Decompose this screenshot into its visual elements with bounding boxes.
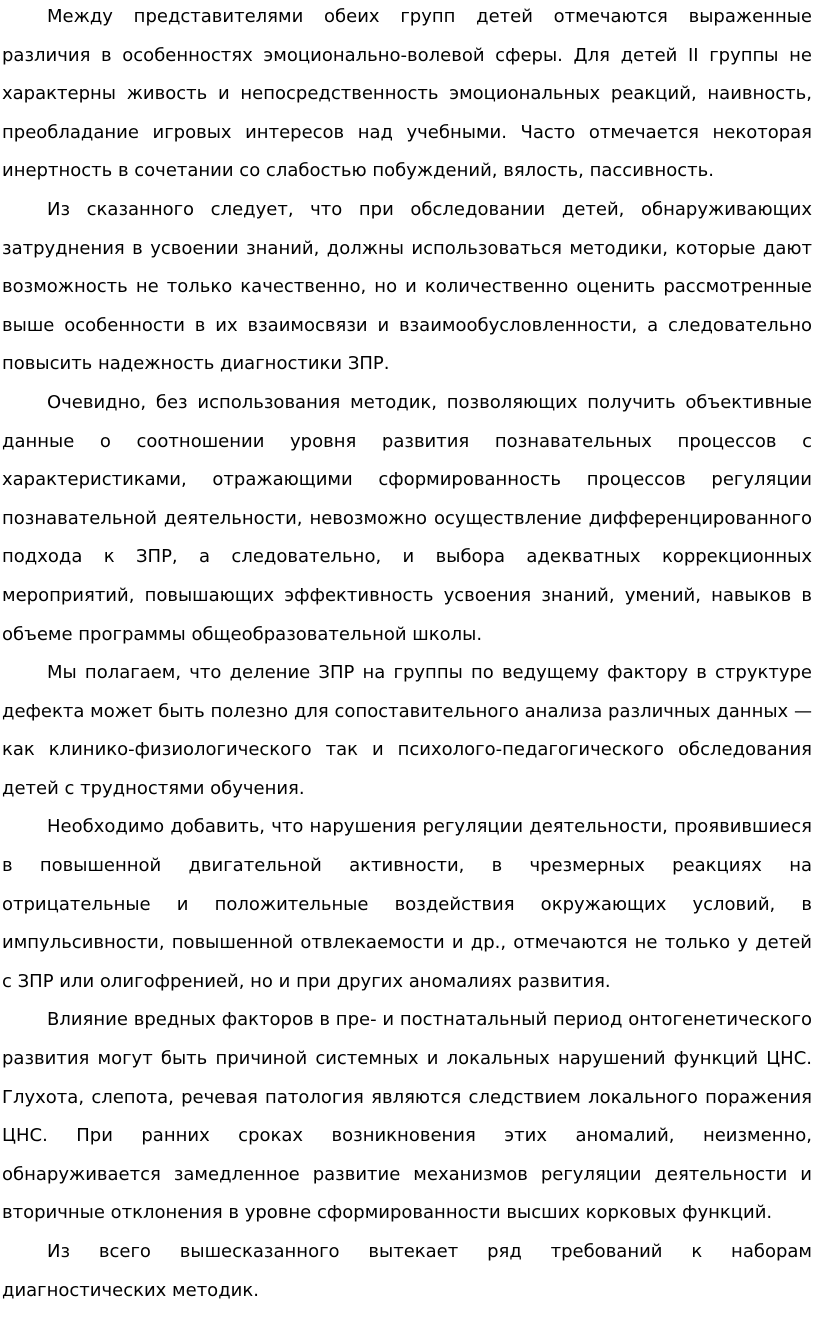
paragraph-emotional-differences: Между представителями обеих групп детей отмечаются выраженные различия в особенностях эмоционально-волевой сферы. Для детей II группы не характерны живость и непосредственность эмоциональных реакций, наивность, преобладание игровых интересов над учебными. Часто отмечается некоторая инертность в сочетании со слабостью побуждений, вялость, пассивность. — [2, 6, 812, 182]
paragraph-regulation-disorders: Необходимо добавить, что нарушения регуляции деятельности, проявившиеся в повышенной двигательной активности, в чрезмерных реакциях на отрицательные и положительные воздействия окружающих условий, в импульсивности, повышенной отвлекаемости и др., отмечаются не только у детей с ЗПР или олигофренией, но и при других аномалиях развития. — [2, 816, 812, 992]
paragraph-conclusion: Из всего вышесказанного вытекает ряд требований к наборам диагностических методик. — [2, 1241, 812, 1301]
paragraph-objective-data: Очевидно, без использования методик, позволяющих получить объективные данные о соотношении уровня развития познавательных процессов с характеристиками, отражающими сформированность процессов регуляции познавательной деятельности, невозможно осуществление дифференцированного подхода к ЗПР, а следовательно, и выбора адекватных коррекционных мероприятий, повышающих эффективность усвоения знаний, умений, навыков в объеме программы общеобразовательной школы. — [2, 391, 812, 645]
paragraph-methods-requirement: Из сказанного следует, что при обследовании детей, обнаруживающих затруднения в усвоении знаний, должны использоваться методики, которые дают возможность не только качественно, но и количественно оценить рассмотренные выше особенности в их взаимосвязи и взаимообусловленности, а следовательно повысить надежность диагностики ЗПР. — [2, 198, 812, 375]
paragraph-harmful-factors: Влияние вредных факторов в пре- и постнатальный период онтогенетического развития могут быть причиной системных и локальных нарушений функций ЦНС. Глухота, слепота, речевая патология являются следствием локального поражения ЦНС. При ранних сроках возникновения этих аномалий, неизменно, обнаруживается замедленное развитие механизмов регуляции деятельности и вторичные отклонения в уровне сформированности высших корковых функций. — [2, 1009, 812, 1224]
paragraph-group-division: Мы полагаем, что деление ЗПР на группы по ведущему фактору в структуре дефекта может быть полезно для сопоставительного анализа различных данных — как клинико-физиологического так и психолого-педагогического обследования детей с трудностями обучения. — [2, 662, 812, 799]
